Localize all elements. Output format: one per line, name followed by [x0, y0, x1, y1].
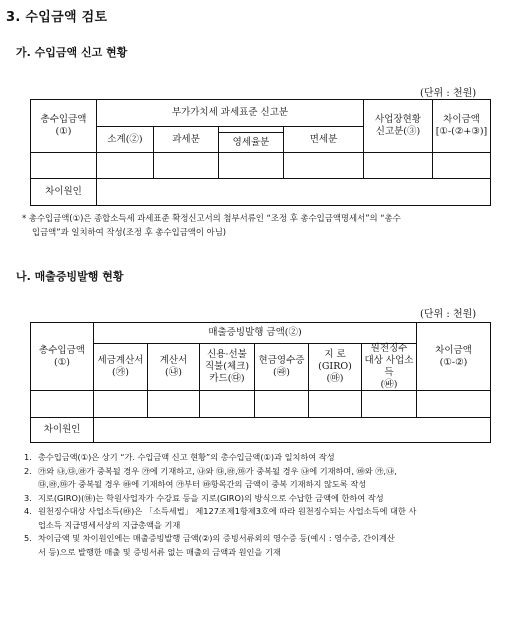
header-diff	[416, 322, 491, 391]
giro-label-1: 지 로	[324, 349, 346, 361]
header-total-label: 총수입금액	[40, 114, 87, 126]
note-number: 3.	[24, 492, 32, 503]
value-diff[interactable]	[432, 152, 491, 179]
note-text: 원천징수대상 사업소득(㉳)은 「소득세법」 제127조제1항제3호에 따라 원천징수되는 사업소득에 대한 사	[38, 506, 417, 516]
note-item	[24, 532, 498, 559]
withholding-label-1: 원천징수	[370, 343, 408, 355]
note-number: 2.	[24, 465, 32, 476]
reason-label-cell	[30, 178, 97, 206]
header-taxable-label: 과세분	[172, 133, 200, 145]
header-exempt-label: 면세분	[309, 133, 338, 145]
footnote-line-1: * 총수입금액(①)은 종합소득세 과세표준 확정신고서의 첨부서류인 “조정 후 총수입금액명세서”의 “총수	[22, 213, 401, 223]
cash-receipt-code: (㉱)	[273, 367, 290, 378]
card-label-2: 직불(체크)	[204, 361, 250, 373]
header-diff-label2: (①-②)	[439, 356, 468, 368]
giro-label-2: (GIRO)	[318, 361, 352, 373]
income-report-table	[30, 99, 491, 206]
section-a-unit: (단위 : 천원)	[420, 88, 477, 99]
header-zero-label: 영세율분	[232, 136, 270, 148]
footnote-line-2: 입금액”과 일치하여 작성(조정 후 총수입금액이 아님)	[32, 227, 227, 237]
header-total	[30, 99, 97, 153]
value-withholding[interactable]	[361, 390, 417, 418]
header-diff	[432, 99, 491, 153]
header-zero-rate	[218, 132, 284, 153]
header-vat	[96, 99, 364, 127]
header-vat-label: 부가가치세 과세표준 신고분	[171, 107, 289, 119]
cash-receipt-label: 현금영수증	[258, 355, 305, 367]
section-a-heading: 가. 수입금액 신고 현황	[16, 46, 128, 59]
issuance-table	[30, 322, 491, 443]
header-taxable	[153, 126, 219, 153]
header-giro	[308, 343, 362, 391]
value-card[interactable]	[199, 390, 255, 418]
note-text: ㉰,㉱,㉲가 중복될 경우 ㉳에 기재하여 ㉮부터 ㉳항목간의 금액이 중복 기재하지 않도록 작성	[38, 479, 367, 489]
card-label-1: 신용·선불	[207, 349, 247, 361]
header-invoice	[147, 343, 200, 391]
header-diff-label: 차이금액	[435, 344, 472, 356]
header-issue	[93, 322, 417, 344]
header-subtotal	[96, 126, 154, 153]
withholding-label-2: 대상 사업소득	[364, 355, 414, 378]
reason-label-cell	[30, 417, 94, 443]
value-total[interactable]	[30, 152, 97, 179]
header-issue-label: 매출증빙발행 금액(②)	[208, 327, 302, 339]
note-item	[24, 465, 498, 492]
value-invoice[interactable]	[147, 390, 200, 418]
value-cash-receipt[interactable]	[254, 390, 309, 418]
header-withholding	[361, 343, 417, 391]
header-diff-label: 차이금액	[443, 114, 480, 126]
note-text: ㉮와 ㉯,㉰,㉱가 중복될 경우 ㉮에 기재하고, ㉯와 ㉰,㉱,㉲가 중복될 경우 ㉯에 기재하며, ㉳와 ㉮,㉯,	[38, 465, 397, 476]
value-total[interactable]	[30, 390, 94, 418]
value-exempt[interactable]	[283, 152, 364, 179]
header-exempt	[283, 126, 364, 153]
header-diff-label2: [①-(②+③)]	[435, 126, 488, 137]
value-giro[interactable]	[308, 390, 362, 418]
header-biz-report	[363, 99, 433, 153]
value-subtotal[interactable]	[96, 152, 154, 179]
withholding-code: (㉳)	[380, 378, 398, 390]
tax-invoice-code: (㉮)	[112, 367, 129, 378]
note-text: 업소득 지급명세서상의 지급총액을 기재	[38, 519, 181, 530]
note-text: 차이금액 및 차이원인에는 매출증빙발행 금액(②)의 증빙서류외의 영수증 등(예시 : 영수증, 간이계산	[38, 533, 395, 543]
note-item	[24, 492, 498, 506]
note-number: 5.	[24, 533, 32, 543]
reason-label: 차이원인	[43, 424, 81, 436]
note-item	[24, 505, 498, 532]
header-subtotal-label: 소계(②)	[107, 133, 143, 145]
header-total-label: 총수입금액	[39, 344, 85, 356]
notes-list	[24, 451, 498, 559]
header-total-num: (①)	[54, 356, 70, 368]
reason-value[interactable]	[93, 417, 491, 443]
page-title: 3. 수입금액 검토	[6, 10, 108, 25]
section-b-unit: (단위 : 천원)	[420, 309, 477, 320]
value-zero-rate[interactable]	[218, 152, 284, 179]
reason-value[interactable]	[96, 178, 491, 206]
invoice-code: (㉯)	[165, 367, 182, 378]
section-a-footnote	[22, 211, 497, 239]
note-item	[24, 451, 498, 465]
note-number: 4.	[24, 506, 32, 516]
tax-invoice-label: 세금계산서	[97, 355, 144, 367]
section-b-heading: 나. 매출증빙발행 현황	[16, 270, 124, 283]
header-total	[30, 322, 94, 391]
note-number: 1.	[24, 452, 32, 462]
header-biz-label: 사업장현황	[375, 114, 421, 126]
note-text: 서 등)으로 발행한 매출 및 증빙서류 없는 매출의 금액과 원인을 기재	[38, 546, 281, 557]
value-taxable[interactable]	[153, 152, 219, 179]
header-total-num: (①)	[55, 126, 72, 137]
value-biz-report[interactable]	[363, 152, 433, 179]
header-biz-label2: 신고분(③)	[375, 126, 421, 137]
header-cash-receipt	[254, 343, 309, 391]
header-card	[199, 343, 255, 391]
note-text: 지로(GIRO)(㉲)는 학원사업자가 수강료 등을 지로(GIRO)의 방식으로 수납한 금액에 한하여 작성	[38, 492, 384, 503]
value-diff[interactable]	[416, 390, 491, 418]
header-tax-invoice	[93, 343, 148, 391]
invoice-label: 계산서	[159, 355, 188, 367]
reason-label: 차이원인	[45, 186, 82, 198]
value-tax-invoice[interactable]	[93, 390, 148, 418]
card-label-3: 카드(㉰)	[209, 372, 245, 384]
note-text: 총수입금액(①)은 상기 “가. 수입금액 신고 현황”의 총수입금액(①)과 일치하여 작성	[38, 452, 335, 462]
giro-code: (㉲)	[326, 372, 344, 384]
